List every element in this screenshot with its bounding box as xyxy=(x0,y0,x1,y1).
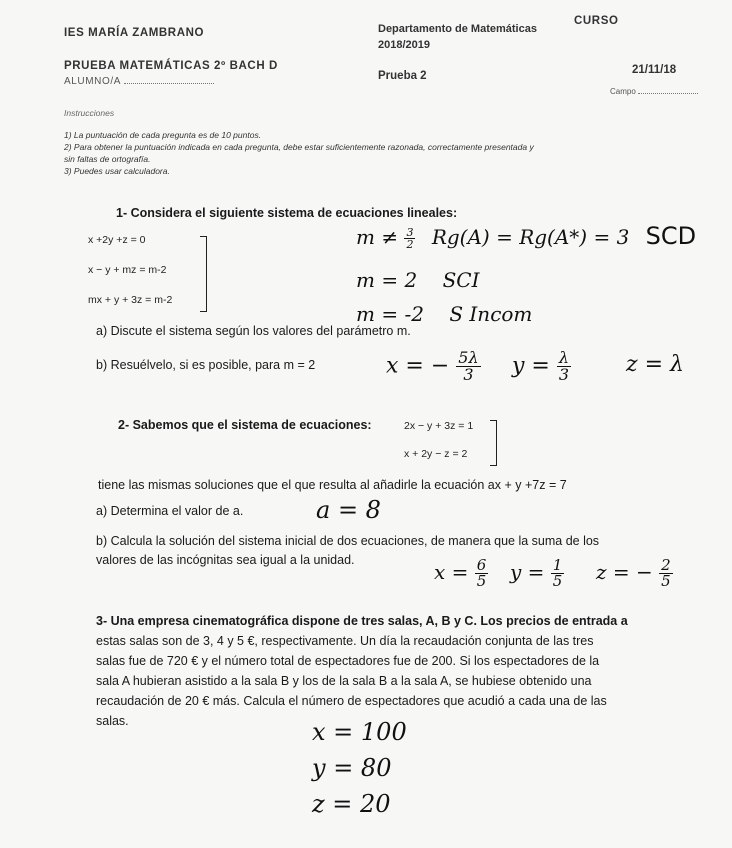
q2-hw-z: z = − $\frac{2}{5}$ xyxy=(596,556,671,590)
q2-part-a: a) Determina el valor de a. xyxy=(96,504,244,518)
q3-hw-y: y = 80 xyxy=(312,754,392,782)
q2-equation-1: 2x − y + 3z = 1 xyxy=(404,420,474,432)
instruction-3: 3) Puedes usar calculadora. xyxy=(64,166,170,176)
q3-line-4: sala A hubieran asistido a la sala B y los de la sala B a la sala A, se hubiese obtenido una xyxy=(96,674,592,688)
q1-hw-line3: m = -2 S Incom xyxy=(356,302,533,326)
q1-hw-y: y = $\frac{\lambda}{3}$ xyxy=(512,348,570,384)
q1-hw-frac: $\frac{3}{2}$ xyxy=(406,226,414,251)
q3-line-6: salas. xyxy=(96,714,129,728)
school-name: IES MARÍA ZAMBRANO xyxy=(64,27,205,39)
q1-equation-3: mx + y + 3z = m-2 xyxy=(88,294,173,306)
instruction-1: 1) La puntuación de cada pregunta es de 10 puntos. xyxy=(64,130,262,140)
q2-part-b-line1: b) Calcula la solución del sistema inicial de dos ecuaciones, de manera que la suma de los xyxy=(96,534,600,548)
student-label: ALUMNO/A xyxy=(64,76,121,87)
q2-equation-2: x + 2y − z = 2 xyxy=(404,448,468,460)
q1-part-a: a) Discute el sistema según los valores del parámetro m. xyxy=(96,324,411,338)
q2-hw-x: x = $\frac{6}{5}$ xyxy=(434,556,487,590)
q3-line-5: recaudación de 20 € más. Calcula el número de espectadores que acudió a cada una de las xyxy=(96,694,607,708)
q1-title: 1- Considera el siguiente sistema de ecuaciones lineales: xyxy=(116,206,458,220)
q3-line-2: estas salas son de 3, 4 y 5 €, respectivamente. Un día la recaudación conjunta de las tres xyxy=(96,634,594,648)
q2-hw-a: a = 8 xyxy=(316,496,381,524)
q1-system-brace xyxy=(200,236,207,312)
q1-hw-z: z = λ xyxy=(626,352,684,377)
field-label: Campo xyxy=(610,87,636,96)
q2-title: 2- Sabemos que el sistema de ecuaciones: xyxy=(118,418,372,432)
q2-part-b-line2: valores de las incógnitas sea igual a la unidad. xyxy=(96,553,355,567)
instruction-2-cont: sin faltas de ortografía. xyxy=(64,154,151,164)
q2-statement: tiene las mismas soluciones que el que resulta al añadirle la ecuación ax + y +7z = 7 xyxy=(98,478,567,492)
q1-hw-x: x = − $\frac{5\lambda}{3}$ xyxy=(386,348,479,384)
course-label: CURSO xyxy=(574,15,619,27)
q1-hw-line1: m ≠ $\frac{3}{2}$ Rg(A) = Rg(A*) = 3 SCD xyxy=(356,222,697,251)
q1-hw-line2: m = 2 SCI xyxy=(356,268,480,292)
instructions-label: Instrucciones xyxy=(64,108,115,118)
q1-equation-2: x − y + mz = m-2 xyxy=(88,264,167,276)
field-row xyxy=(610,87,698,96)
q2-hw-y: y = $\frac{1}{5}$ xyxy=(510,556,563,590)
exam-title: PRUEBA MATEMÁTICAS 2º BACH D xyxy=(64,60,278,72)
q3-line-1: 3- Una empresa cinematográfica dispone de tres salas, A, B y C. Los precios de entrada a xyxy=(96,614,628,628)
school-year: 2018/2019 xyxy=(378,39,430,51)
exam-date: 21/11/18 xyxy=(632,64,677,76)
q3-hw-z: z = 20 xyxy=(312,790,391,818)
student-name-blank xyxy=(124,83,214,84)
test-name: Prueba 2 xyxy=(378,70,427,82)
student-name-field xyxy=(64,76,214,87)
field-blank xyxy=(638,93,698,94)
q3-line-3: salas fue de 720 € y el número total de espectadores fue de 200. Si los espectadores de la xyxy=(96,654,600,668)
q1-equation-1: x +2y +z = 0 xyxy=(88,234,146,246)
instruction-2: 2) Para obtener la puntuación indicada en cada pregunta, debe estar suficientemente razonada, correctamente presentada y xyxy=(64,142,534,152)
q2-system-brace xyxy=(490,420,497,466)
q1-part-b: b) Resuélvelo, si es posible, para m = 2 xyxy=(96,358,316,372)
q3-hw-x: x = 100 xyxy=(312,718,407,746)
department-name: Departamento de Matemáticas xyxy=(378,23,537,35)
